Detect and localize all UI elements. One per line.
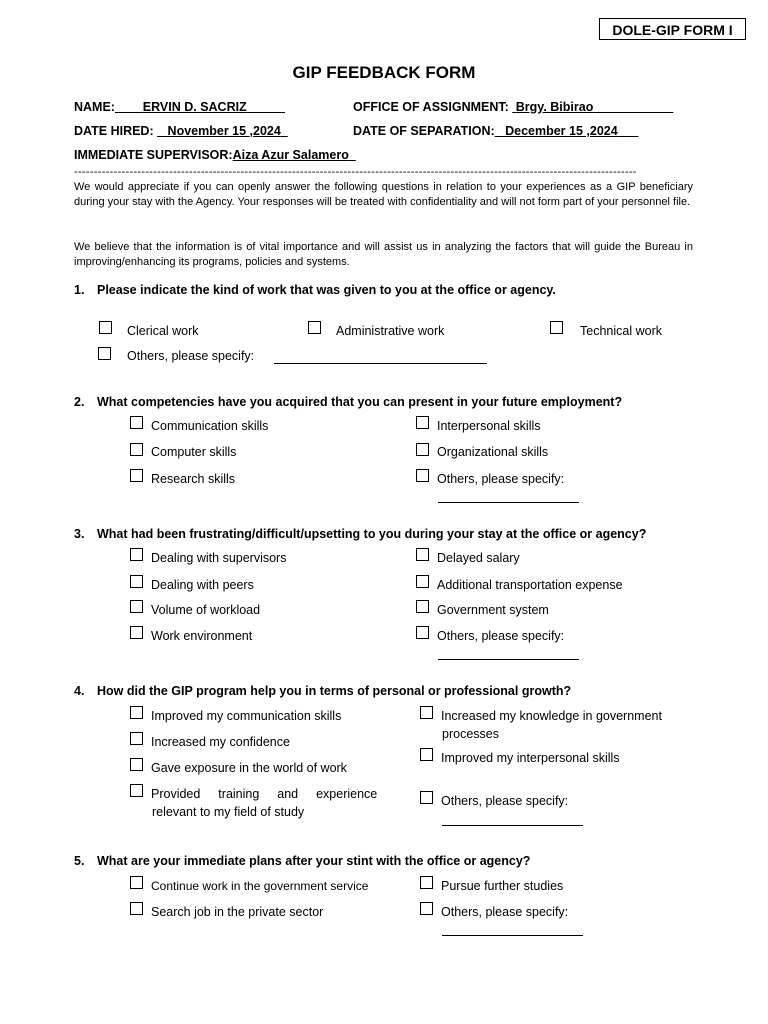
option-label-continued: processes xyxy=(442,727,499,741)
option-label: Communication skills xyxy=(151,419,269,433)
question-text: What had been frustrating/difficult/upsetting to you during your stay at the office or agency? xyxy=(97,527,647,541)
checkbox[interactable] xyxy=(130,548,143,561)
option-label: Increased my knowledge in government xyxy=(441,709,662,723)
intro-paragraph-1: We would appreciate if you can openly answer the following questions in relation to your experiences as a GIP beneficiary during your stay with the Agency. Your responses will be treated with confidentiality and will not form part of your personnel file. xyxy=(74,181,693,208)
checkbox[interactable] xyxy=(416,575,429,588)
option-label: Others, please specify: xyxy=(441,905,569,919)
question-number: 3. xyxy=(74,527,85,541)
date-separation-field xyxy=(353,124,639,138)
checkbox[interactable] xyxy=(130,758,143,771)
option-label-continued: relevant to my field of study xyxy=(152,805,305,819)
option-label: Delayed salary xyxy=(437,551,520,565)
name-field xyxy=(74,100,285,114)
page-title: GIP FEEDBACK FORM xyxy=(292,63,476,82)
option-label: Others, please specify: xyxy=(441,794,569,808)
checkbox[interactable] xyxy=(420,748,433,761)
option-label: Additional transportation expense xyxy=(437,578,623,592)
intro-paragraph-2: We believe that the information is of vital importance and will assist us in analyzing the factors that will guide the Bureau in improving/enhancing its programs, policies and systems. xyxy=(74,241,693,268)
supervisor-value: Aiza Azur Salamero xyxy=(232,148,349,162)
checkbox[interactable] xyxy=(130,784,143,797)
checkbox[interactable] xyxy=(420,876,433,889)
option-label: Pursue further studies xyxy=(441,879,564,893)
checkbox[interactable] xyxy=(130,626,143,639)
specify-blank[interactable] xyxy=(442,825,583,826)
option-label: Research skills xyxy=(151,472,236,486)
date-separation-value: December 15 ,2024 xyxy=(505,124,618,138)
checkbox[interactable] xyxy=(130,902,143,915)
option-label: Dealing with supervisors xyxy=(151,551,287,565)
option-label: Technical work xyxy=(580,324,662,338)
question-text: Please indicate the kind of work that was given to you at the office or agency. xyxy=(97,283,556,297)
question-2 xyxy=(74,395,622,409)
option-label: Others, please specify: xyxy=(437,629,565,643)
date-hired-label: DATE HIRED: xyxy=(74,124,154,138)
checkbox[interactable] xyxy=(416,416,429,429)
checkbox[interactable] xyxy=(130,732,143,745)
checkbox[interactable] xyxy=(416,600,429,613)
option-label: Volume of workload xyxy=(151,603,261,617)
office-field xyxy=(353,100,673,114)
question-4 xyxy=(74,684,571,698)
checkbox[interactable] xyxy=(130,416,143,429)
option-label: Improved my interpersonal skills xyxy=(441,751,620,765)
specify-blank[interactable] xyxy=(274,363,487,364)
checkbox[interactable] xyxy=(130,600,143,613)
supervisor-label: IMMEDIATE SUPERVISOR: xyxy=(74,148,233,162)
specify-blank[interactable] xyxy=(438,502,579,503)
option-label: Others, please specify: xyxy=(127,349,255,363)
option-label: Continue work in the government service xyxy=(151,879,369,893)
option-label: Administrative work xyxy=(336,324,445,338)
checkbox[interactable] xyxy=(308,321,321,334)
option-label: Computer skills xyxy=(151,445,237,459)
name-value: ERVIN D. SACRIZ xyxy=(142,100,247,114)
option-label: Clerical work xyxy=(127,324,199,338)
question-text: What are your immediate plans after your stint with the office or agency? xyxy=(97,854,531,868)
office-value: Brgy. Bibirao xyxy=(515,100,594,114)
option-label: Interpersonal skills xyxy=(437,419,541,433)
question-1 xyxy=(74,283,556,297)
checkbox[interactable] xyxy=(416,548,429,561)
section-divider: ---------------------------------------------------------------------------------------------------------------------------------------------- xyxy=(74,166,637,178)
option-label: Organizational skills xyxy=(437,445,549,459)
option-label: Provided training and experience xyxy=(151,787,378,801)
checkbox[interactable] xyxy=(130,575,143,588)
option-label: Increased my confidence xyxy=(151,735,290,749)
form-id-badge: DOLE-GIP FORM I xyxy=(599,18,746,40)
checkbox[interactable] xyxy=(99,321,112,334)
option-label: Improved my communication skills xyxy=(151,709,342,723)
date-hired-field xyxy=(74,124,288,138)
checkbox[interactable] xyxy=(420,902,433,915)
specify-blank[interactable] xyxy=(438,659,579,660)
supervisor-field xyxy=(74,148,356,162)
date-hired-value: November 15 ,2024 xyxy=(167,124,281,138)
question-number: 5. xyxy=(74,854,85,868)
checkbox[interactable] xyxy=(416,626,429,639)
office-label: OFFICE OF ASSIGNMENT: xyxy=(353,100,509,114)
checkbox[interactable] xyxy=(416,469,429,482)
question-text: How did the GIP program help you in terms of personal or professional growth? xyxy=(97,684,572,698)
option-label: Dealing with peers xyxy=(151,578,254,592)
option-label: Others, please specify: xyxy=(437,472,565,486)
name-label: NAME: xyxy=(74,100,115,114)
question-text: What competencies have you acquired that you can present in your future employment? xyxy=(97,395,623,409)
question-5 xyxy=(74,854,530,868)
question-number: 1. xyxy=(74,283,85,297)
date-separation-label: DATE OF SEPARATION: xyxy=(353,124,495,138)
specify-blank[interactable] xyxy=(442,935,583,936)
question-3 xyxy=(74,527,646,541)
question-number: 4. xyxy=(74,684,85,698)
checkbox[interactable] xyxy=(420,706,433,719)
option-label: Government system xyxy=(437,603,549,617)
option-label: Gave exposure in the world of work xyxy=(151,761,347,775)
checkbox[interactable] xyxy=(130,443,143,456)
checkbox[interactable] xyxy=(98,347,111,360)
checkbox[interactable] xyxy=(420,791,433,804)
checkbox[interactable] xyxy=(130,876,143,889)
option-label: Search job in the private sector xyxy=(151,905,324,919)
checkbox[interactable] xyxy=(416,443,429,456)
question-number: 2. xyxy=(74,395,85,409)
option-label: Work environment xyxy=(151,629,253,643)
checkbox[interactable] xyxy=(130,469,143,482)
checkbox[interactable] xyxy=(130,706,143,719)
checkbox[interactable] xyxy=(550,321,563,334)
